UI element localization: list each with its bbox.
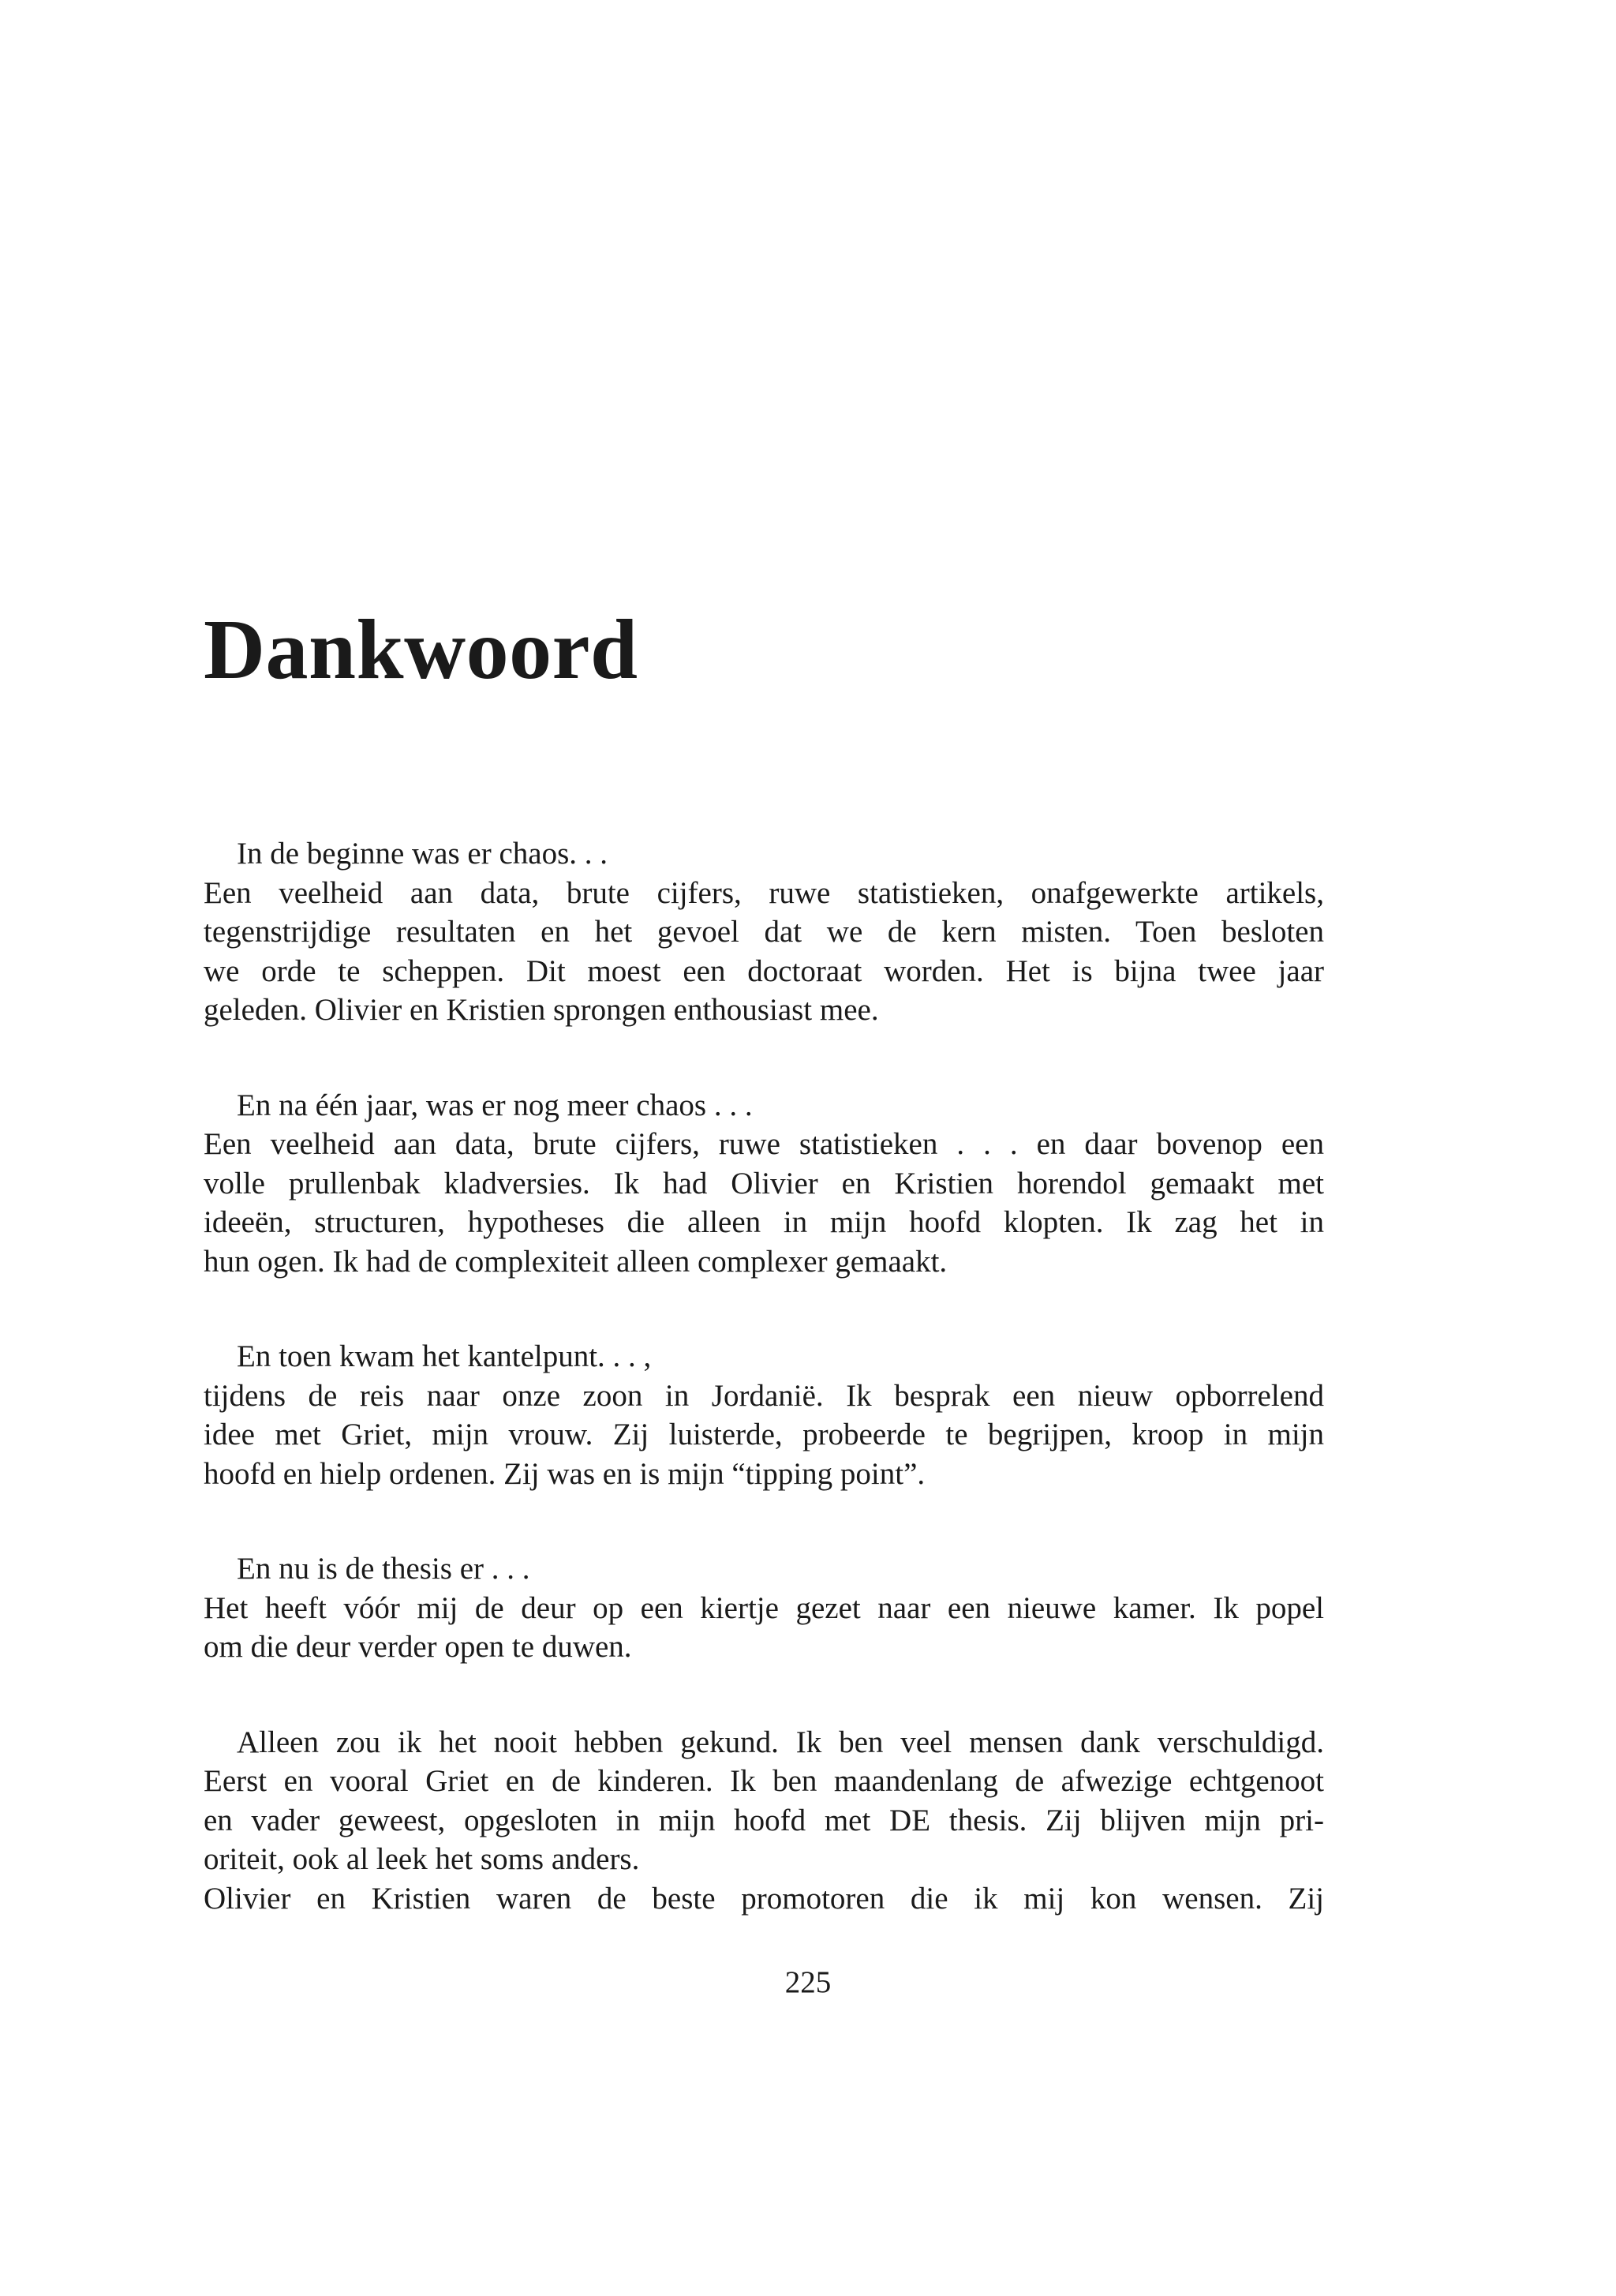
text-line: om die deur verder open te duwen.	[204, 1630, 632, 1664]
paragraph-2	[204, 1086, 1324, 1282]
text-line: Een veelheid aan data, brute cijfers, ruwe statistieken, onafgewerkte artikels,	[204, 875, 1324, 910]
text-line: Olivier en Kristien waren de beste promotoren die ik mij kon wensen. Zij	[204, 1881, 1324, 1916]
text-line: Het heeft vóór mij de deur op een kiertje gezet naar een nieuwe kamer. Ik popel	[204, 1590, 1324, 1625]
text-line: hun ogen. Ik had de complexiteit alleen complexer gemaakt.	[204, 1244, 948, 1279]
text-line: volle prullenbak kladversies. Ik had Olivier en Kristien horendol gemaakt met	[204, 1166, 1324, 1200]
text-line: Eerst en vooral Griet en de kinderen. Ik ben maandenlang de afwezige echtgenoot	[204, 1764, 1324, 1798]
text-line: En nu is de thesis er . . .	[237, 1552, 530, 1586]
text-line: ideeën, structuren, hypotheses die alleen in mijn hoofd klopten. Ik zag het in	[204, 1205, 1324, 1239]
text-line: tegenstrijdige resultaten en het gevoel dat we de kern misten. Toen besloten	[204, 915, 1324, 949]
paragraph-5	[204, 1723, 1324, 1919]
text-line: En toen kwam het kantelpunt. . . ,	[237, 1339, 652, 1373]
text-line: tijdens de reis naar onze zoon in Jordanië. Ik besprak een nieuw opborrelend	[204, 1378, 1324, 1413]
text-line: Een veelheid aan data, brute cijfers, ruwe statistieken . . . en daar bovenop een	[204, 1127, 1324, 1161]
paragraph-gap	[204, 1281, 1324, 1337]
text-line: we orde te scheppen. Dit moest een doctoraat worden. Het is bijna twee jaar	[204, 953, 1324, 988]
paragraph-3	[204, 1337, 1324, 1493]
text-line: oriteit, ook al leek het soms anders.	[204, 1842, 640, 1876]
page-title: Dankwoord	[204, 603, 638, 697]
page-number: 225	[784, 1965, 832, 1999]
text-line: hoofd en hielp ordenen. Zij was en is mijn “tipping point”.	[204, 1456, 926, 1491]
text-line: Alleen zou ik het nooit hebben gekund. Ik ben veel mensen dank verschuldigd.	[237, 1725, 1324, 1759]
paragraph-gap	[204, 1667, 1324, 1723]
body-text	[204, 834, 1324, 1918]
text-line: En na één jaar, was er nog meer chaos . . .	[237, 1088, 753, 1122]
paragraph-1	[204, 834, 1324, 1030]
text-line: en vader geweest, opgesloten in mijn hoofd met DE thesis. Zij blijven mijn pri-	[204, 1803, 1324, 1837]
paragraph-4	[204, 1549, 1324, 1667]
text-line: In de beginne was er chaos. . .	[237, 837, 608, 871]
text-line: geleden. Olivier en Kristien sprongen enthousiast mee.	[204, 993, 879, 1027]
paragraph-gap	[204, 1030, 1324, 1086]
text-line: idee met Griet, mijn vrouw. Zij luisterde, probeerde te begrijpen, kroop in mijn	[204, 1418, 1324, 1451]
paragraph-gap	[204, 1493, 1324, 1549]
